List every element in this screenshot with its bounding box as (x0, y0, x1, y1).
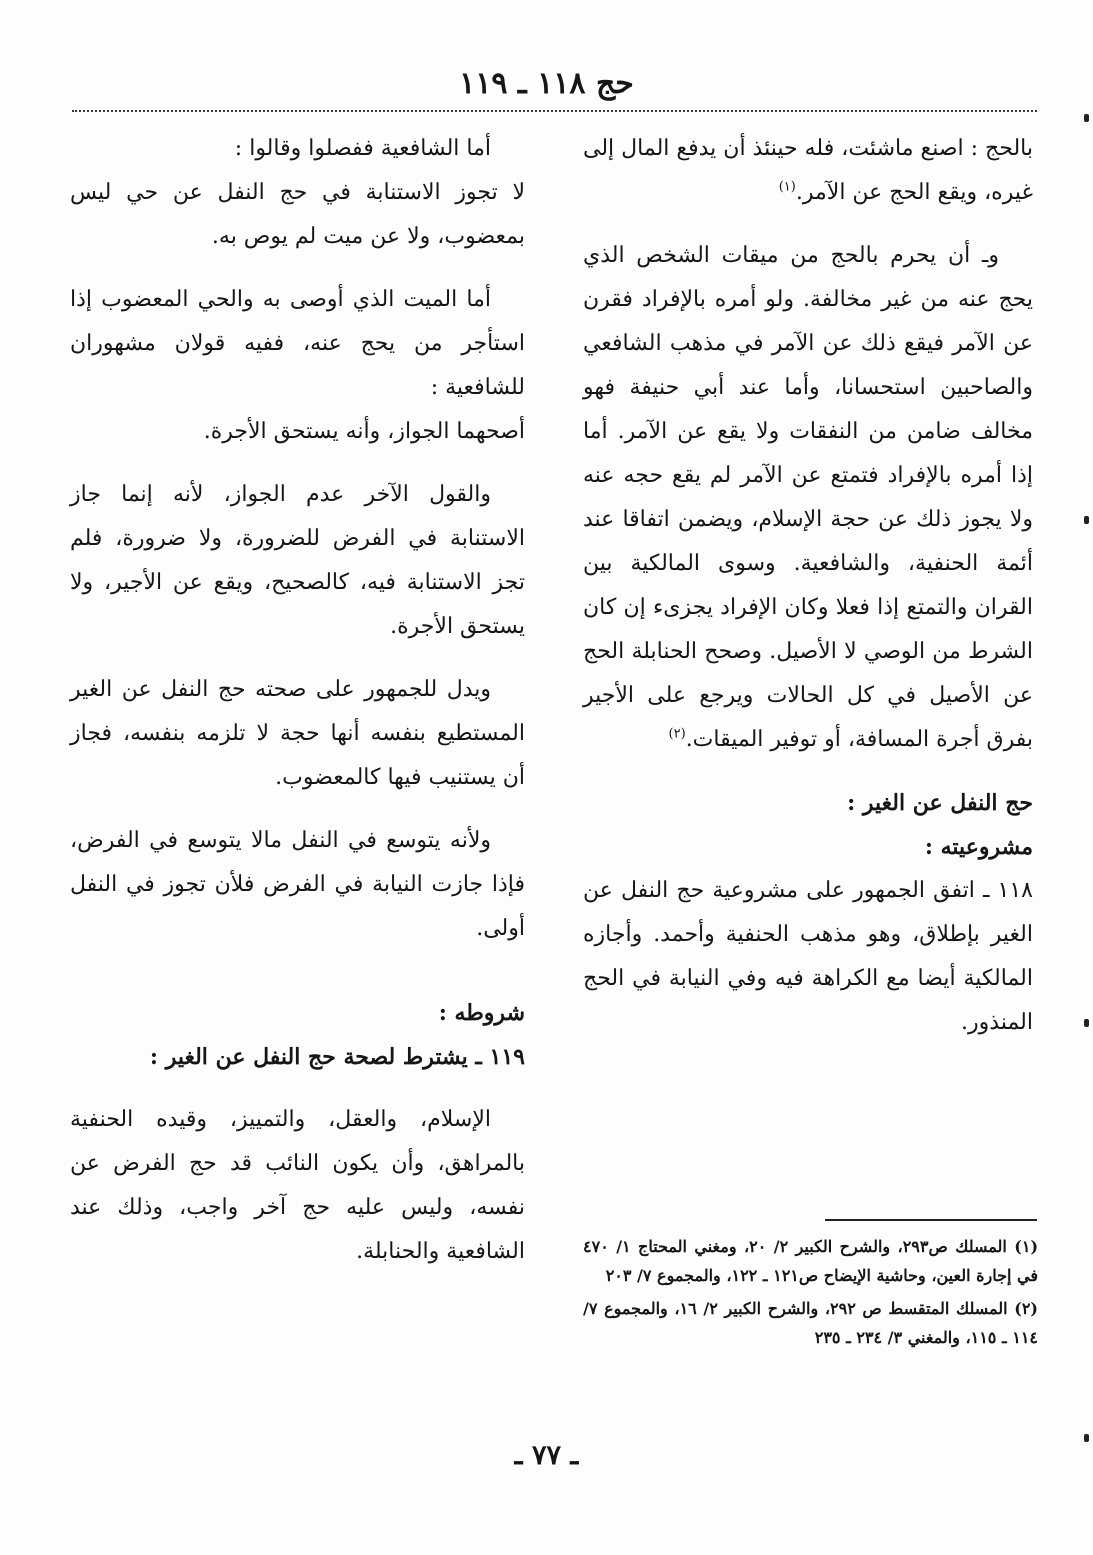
subsection-heading: شروطه : (438, 1000, 525, 1026)
paragraph: وـ أن يحرم بالحج من ميقات الشخص الذي يحج عنه من غير مخالفة. ولو أمره بالإفراد فقرن عن الآمر فيقع ذلك عن الآمر في مذهب الشافعي والصاحبين استحسانا، وأما عند أبي حنيفة فهو مخالف ضامن من النفقات ولا يقع عن الآمر. أما إذا أمره بالإفراد فتمتع عن الآمر لم يقع حجه عنه ولا يجوز ذلك عن حجة الإسلام، ويضمن اتفاقا عند أئمة الحنفية، والشافعية. وسوى المالكية بين القران والتمتع إذا فعلا وكان الإفراد يجزىء إن كان الشرط من الوصي لا الأصيل. وصحح الحنابلة الحج عن الأصيل في كل الحالات ويرجع على الأجير بفرق أجرة المسافة، أو توفير الميقات.$^{(٢)}$ (583, 243, 1033, 752)
paragraph: أما الميت الذي أوصى به والحي المعضوب إذا استأجر من يحج عنه، ففيه قولان مشهوران للشافعية : (70, 287, 525, 400)
scan-mark (1084, 114, 1089, 122)
footnote: (١) المسلك ص٢٩٣، والشرح الكبير ٢/ ٢٠، ومغني المحتاج ١/ ٤٧٠ في إجارة العين، وحاشية الإيضاح ص١٢١ ـ ١٢٢، والمجموع ٧/ ٢٠٣ (583, 1237, 1039, 1285)
scan-mark (1084, 1019, 1089, 1027)
footnote: (٢) المسلك المتقسط ص ٢٩٢، والشرح الكبير ٢/ ١٦، والمجموع ٧/ ١١٤ ـ ١١٥، والمغني ٣/ ٢٣٤ ـ ٢٣٥ (583, 1299, 1038, 1347)
footnotes (583, 1232, 1038, 1352)
page-number: ـ ٧٧ ـ (514, 1440, 579, 1471)
scan-mark (1084, 516, 1089, 524)
paragraph: أما الشافعية ففصلوا وقالوا : (234, 136, 491, 161)
paragraph: لا تجوز الاستنابة في حج النفل عن حي ليس بمعضوب، ولا عن ميت لم يوص به. (70, 180, 525, 249)
paragraph: أصحهما الجواز، وأنه يستحق الأجرة. (203, 419, 525, 444)
footnote-ref: (١) (778, 179, 796, 195)
footnote-ref: (٢) (668, 726, 686, 742)
paragraph: الإسلام، والعقل، والتمييز، وقيده الحنفية بالمراهق، وأن يكون النائب قد حج الفرض عن نفسه، وليس عليه حج آخر واجب، وذلك عند الشافعية والحنابلة. (70, 1107, 525, 1264)
left-column (70, 127, 525, 1274)
header-dotted-rule (72, 110, 1037, 112)
paragraph: بالحج : اصنع ماشئت، فله حينئذ أن يدفع المال إلى غيره، ويقع الحج عن الآمر.$^{(١)}$ (583, 136, 1033, 205)
paragraph: ١١٨ ـ اتفق الجمهور على مشروعية حج النفل عن الغير بإطلاق، وهو مذهب الحنفية وأحمد. وأجازه المالكية أيضا مع الكراهة فيه وفي النيابة في الحج المنذور. (583, 878, 1033, 1035)
paragraph: ويدل للجمهور على صحته حج النفل عن الغير المستطيع بنفسه أنها حجة لا تلزمه بنفسه، فجاز أن يستنيب فيها كالمعضوب. (70, 677, 525, 790)
paragraph: ١١٩ ـ يشترط لصحة حج النفل عن الغير : (149, 1044, 525, 1070)
scan-mark (1084, 1434, 1089, 1442)
section-heading: حج النفل عن الغير : (847, 790, 1033, 816)
running-header: حج ١١٨ ـ ١١٩ (459, 66, 634, 101)
right-column (583, 127, 1033, 1045)
paragraph: ولأنه يتوسع في النفل مالا يتوسع في الفرض، فإذا جازت النيابة في الفرض فلأن تجوز في النفل أولى. (70, 828, 525, 941)
paragraph: والقول الآخر عدم الجواز، لأنه إنما جاز الاستنابة في الفرض للضرورة، ولا ضرورة، فلم تجز الاستنابة فيه، كالصحيح، ويقع عن الأجير، ولا يستحق الأجرة. (70, 482, 525, 639)
footnote-separator (825, 1219, 1037, 1221)
subsection-heading: مشروعيته : (924, 834, 1033, 860)
